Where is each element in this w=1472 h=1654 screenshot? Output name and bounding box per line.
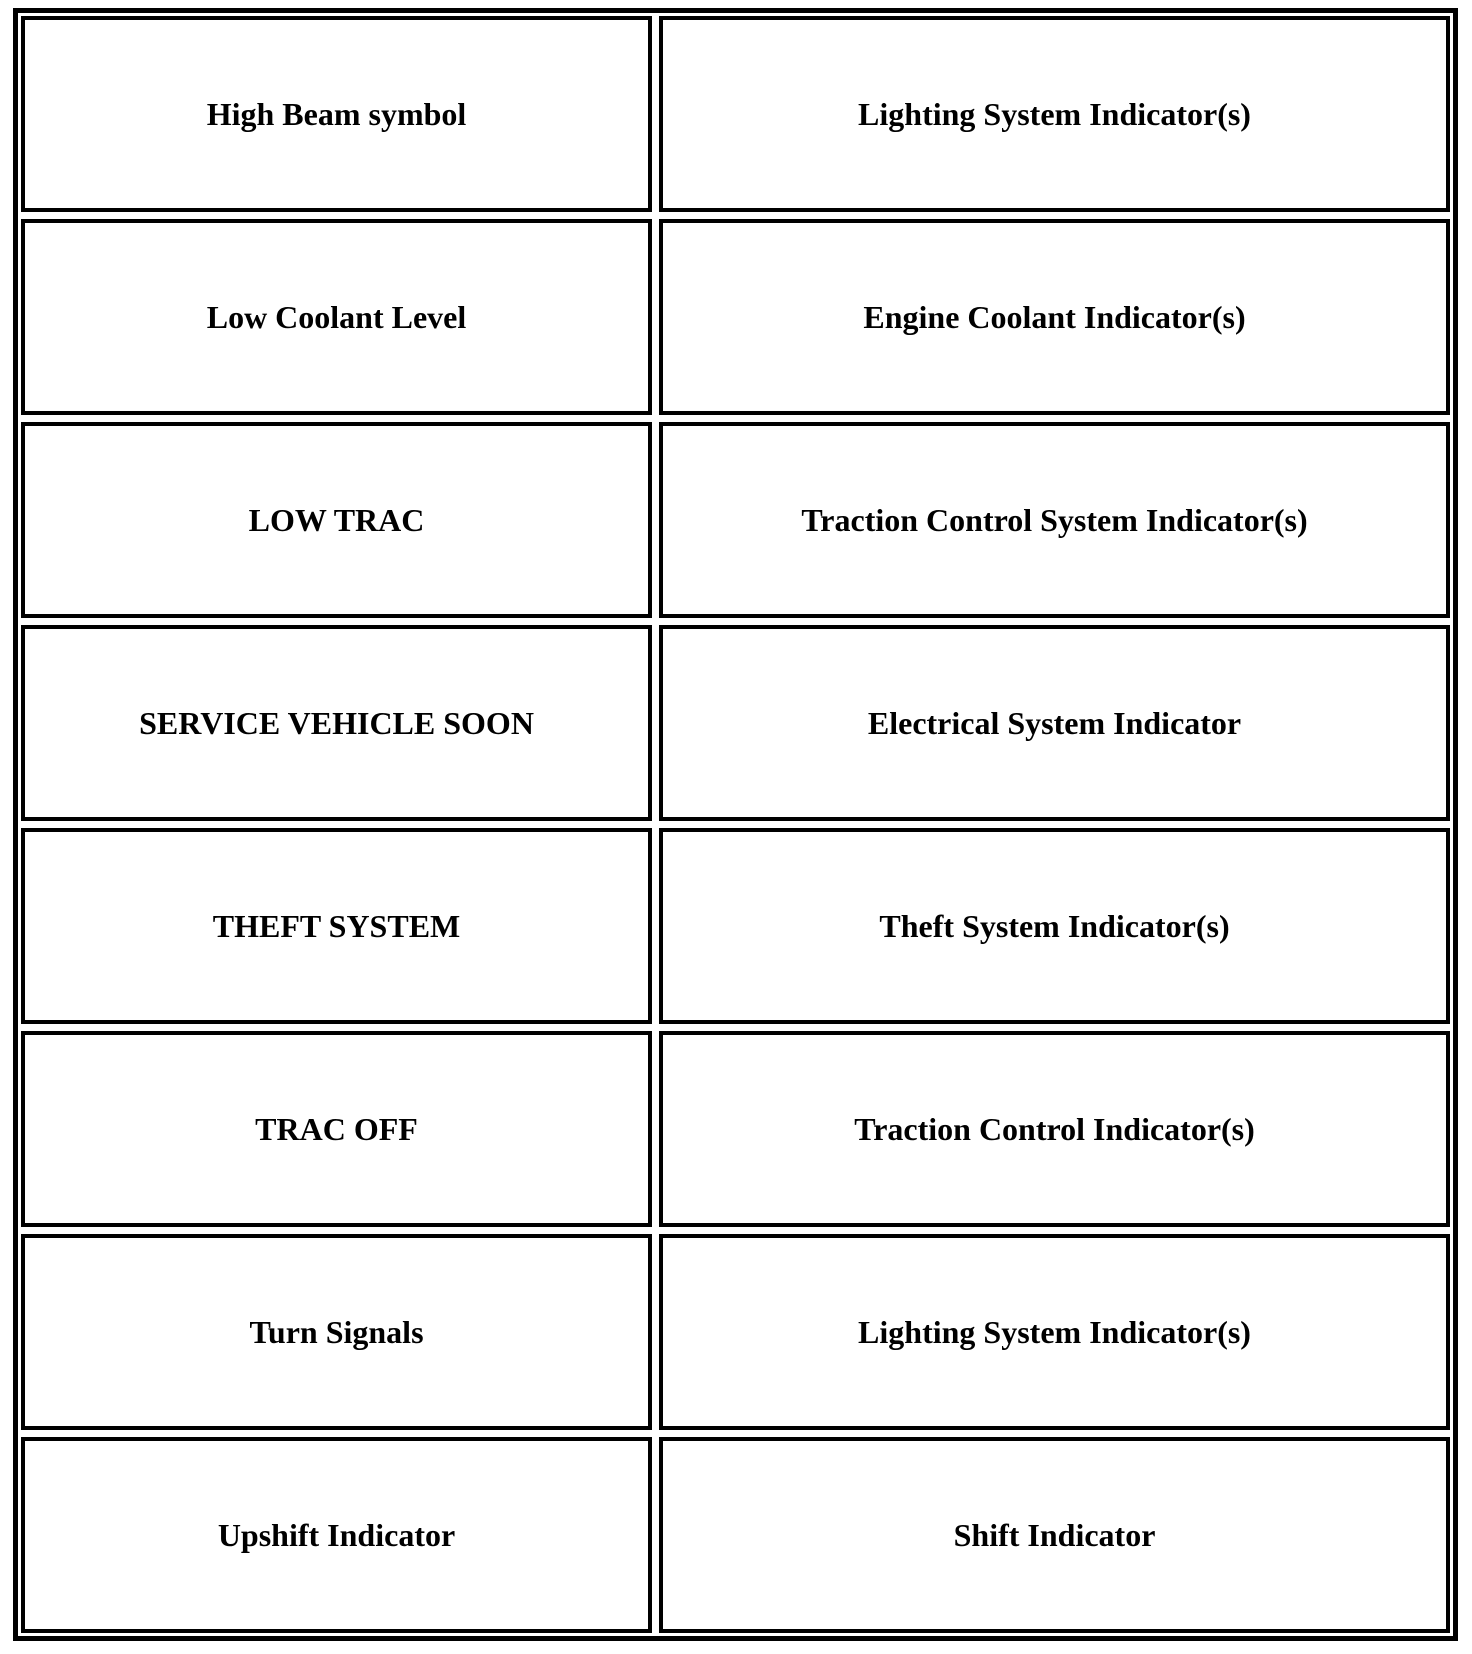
table-cell-indicator: Shift Indicator [659, 1437, 1450, 1633]
table-cell-message: Low Coolant Level [21, 219, 652, 415]
table-cell-indicator: Lighting System Indicator(s) [659, 16, 1450, 212]
table-cell-message: TRAC OFF [21, 1031, 652, 1227]
indicator-table [13, 8, 1458, 1641]
table-cell-message: Turn Signals [21, 1234, 652, 1430]
table-cell-message: LOW TRAC [21, 422, 652, 618]
table-cell-indicator: Engine Coolant Indicator(s) [659, 219, 1450, 415]
table-cell-message: High Beam symbol [21, 16, 652, 212]
table-cell-indicator: Theft System Indicator(s) [659, 828, 1450, 1024]
table-cell-message: THEFT SYSTEM [21, 828, 652, 1024]
table-cell-indicator: Electrical System Indicator [659, 625, 1450, 821]
table-cell-indicator: Lighting System Indicator(s) [659, 1234, 1450, 1430]
table-cell-indicator: Traction Control System Indicator(s) [659, 422, 1450, 618]
table-cell-message: SERVICE VEHICLE SOON [21, 625, 652, 821]
indicator-table-grid [21, 16, 1450, 1633]
table-cell-indicator: Traction Control Indicator(s) [659, 1031, 1450, 1227]
table-cell-message: Upshift Indicator [21, 1437, 652, 1633]
